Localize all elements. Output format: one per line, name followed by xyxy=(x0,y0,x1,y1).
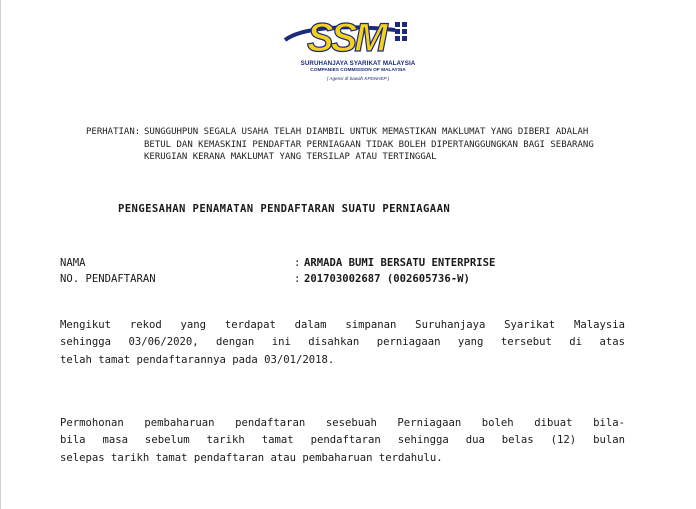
paragraph-line: Mengikut rekod yang terdapat dalam simpanan Suruhanjaya Syarikat Malaysia xyxy=(60,319,625,331)
org-tagline: ( Agensi di bawah KPDNHEP ) xyxy=(326,76,390,81)
registration-number-value: 201703002687 (002605736-W) xyxy=(304,273,470,285)
paragraph-line: sehingga 03/06/2020, dengan ini disahkan perniagaan yang tersebut di atas xyxy=(60,336,625,349)
field-separator: : xyxy=(294,273,301,285)
business-details xyxy=(60,255,495,287)
paragraph-line: bila masa sebelum tarikh tamat pendaftaran sehingga dua belas (12) bulan xyxy=(60,434,625,447)
field-registration-label: NO. PENDAFTARAN xyxy=(60,273,156,285)
logo-text: SSM xyxy=(307,16,385,60)
org-name: SURUHANJAYA SYARIKAT MALAYSIA xyxy=(300,60,416,67)
page-left-border xyxy=(0,0,1,509)
business-name-value: ARMADA BUMI BERSATU ENTERPRISE xyxy=(304,257,496,269)
field-registration-no xyxy=(60,271,495,287)
disclaimer-notice xyxy=(86,126,644,164)
field-name xyxy=(60,255,495,271)
field-separator: : xyxy=(294,257,301,269)
paragraph-line: selepas tarikh tamat pendaftaran atau pembaharuan terdahulu. xyxy=(60,451,443,464)
record-statement-paragraph xyxy=(60,317,625,369)
notice-label: PERHATIAN: xyxy=(86,127,141,137)
notice-line: BETUL DAN KEMASKINI PENDAFTAR PERNIAGAAN TIDAK BOLEH DIPERTANGGUNGKAN BAGI SEBARANG xyxy=(144,139,594,150)
notice-line: KERUGIAN KERANA MAKLUMAT YANG TERSILAP ATAU TERTINGGAL xyxy=(144,152,437,163)
document-title: PENGESAHAN PENAMATAN PENDAFTARAN SUATU PERNIAGAAN xyxy=(118,203,451,215)
paragraph-line: Permohonan pembaharuan pendaftaran sesebuah Perniagaan boleh dibuat bila- xyxy=(60,417,625,429)
paragraph-line: telah tamat pendaftarannya pada 03/01/2018. xyxy=(60,353,335,366)
renewal-info-paragraph xyxy=(60,415,625,467)
field-name-label: NAMA xyxy=(60,257,86,269)
org-subtitle: COMPANIES COMMISSION OF MALAYSIA xyxy=(310,68,406,73)
notice-line: SUNGGUHPUN SEGALA USAHA TELAH DIAMBIL UNTUK MEMASTIKAN MAKLUMAT YANG DIBERI ADALAH xyxy=(144,127,589,137)
